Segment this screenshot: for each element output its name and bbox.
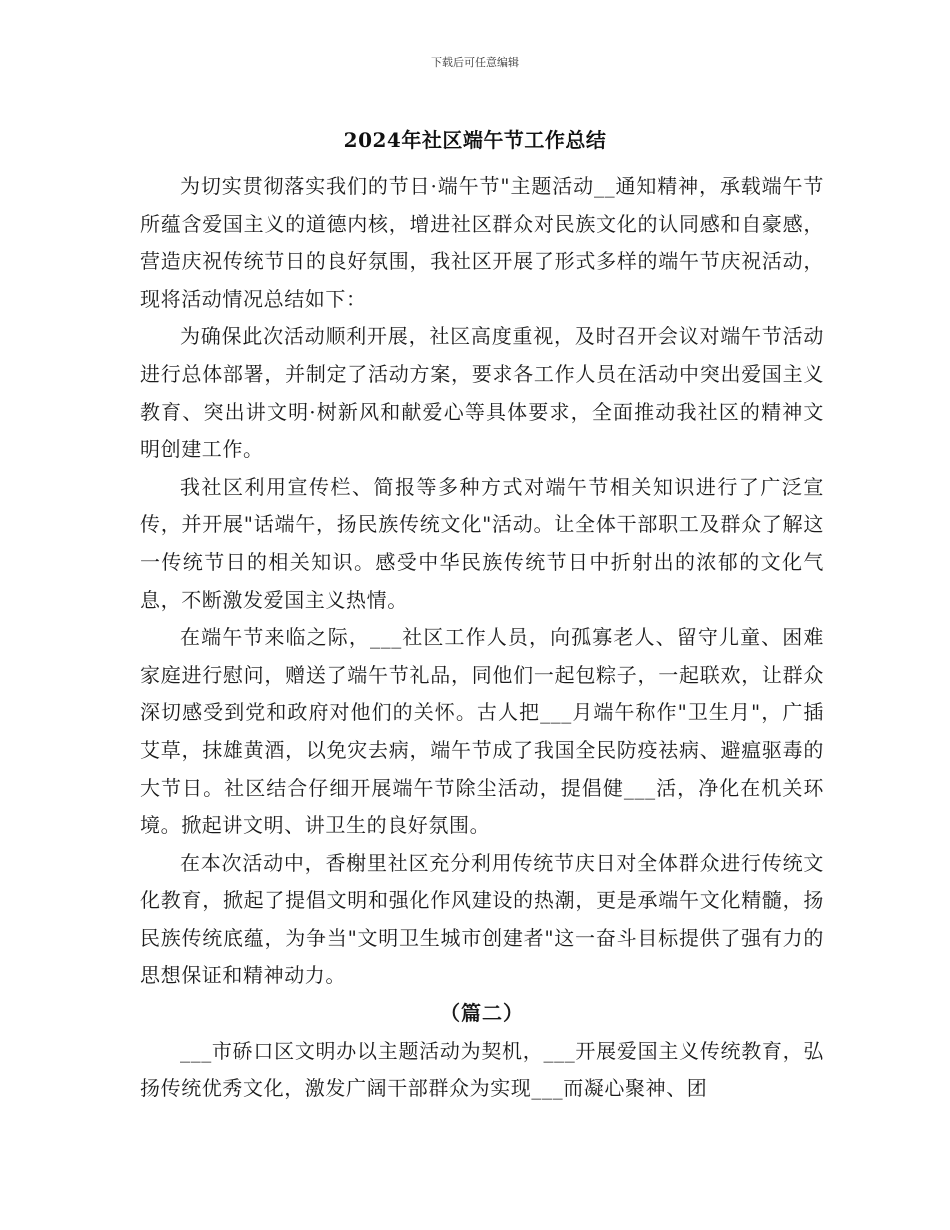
paragraph: 在端午节来临之际，___社区工作人员，向孤寡老人、留守儿童、困难家庭进行慰问，赠送了端午节礼品，同他们一起包粽子，一起联欢，让群众深切感受到党和政府对他们的关怀。古人把___月端午称作"卫生月"，广插艾草，抹雄黄酒，以免灾去病，端午节成了我国全民防疫祛病、避瘟驱毒的大节日。社区结合仔细开展端午节除尘活动，提倡健___活，净化在机关环境。掀起讲文明、讲卫生的良好氛围。 — [140, 625, 824, 838]
document-title: 2024年社区端午节工作总结 — [343, 128, 607, 152]
paragraph: 为切实贯彻落实我们的节日·端午节"主题活动__通知精神，承载端午节所蕴含爱国主义的道德内核，增进社区群众对民族文化的认同感和自豪感，营造庆祝传统节日的良好氛围，我社区开展了形式多样的端午节庆祝活动，现将活动情况总结如下： — [140, 174, 824, 311]
paragraph: ___市硚口区文明办以主题活动为契机，___开展爱国主义传统教育，弘扬传统优秀文化，激发广阔干部群众为实现___而凝心聚神、团 — [140, 1038, 824, 1101]
document-body — [140, 168, 824, 1108]
section-heading: （篇二） — [440, 1001, 524, 1026]
paragraph: 在本次活动中，香榭里社区充分利用传统节庆日对全体群众进行传统文化教育，掀起了提倡文明和强化作风建设的热潮，更是承端午文化精髓，扬民族传统底蕴，为争当"文明卫生城市创建者"这一奋斗目标提供了强有力的思想保证和精神动力。 — [140, 850, 824, 988]
page-header-note: 下载后可任意编辑 — [431, 56, 519, 69]
paragraph: 为确保此次活动顺利开展，社区高度重视，及时召开会议对端午节活动进行总体部署，并制定了活动方案，要求各工作人员在活动中突出爱国主义教育、突出讲文明·树新风和献爱心等具体要求，全面推动我社区的精神文明创建工作。 — [140, 324, 824, 462]
paragraph: 我社区利用宣传栏、简报等多种方式对端午节相关知识进行了广泛宣传，并开展"话端午，扬民族传统文化"活动。让全体干部职工及群众了解这一传统节日的相关知识。感受中华民族传统节日中折射出的浓郁的文化气息，不断激发爱国主义热情。 — [140, 474, 824, 612]
